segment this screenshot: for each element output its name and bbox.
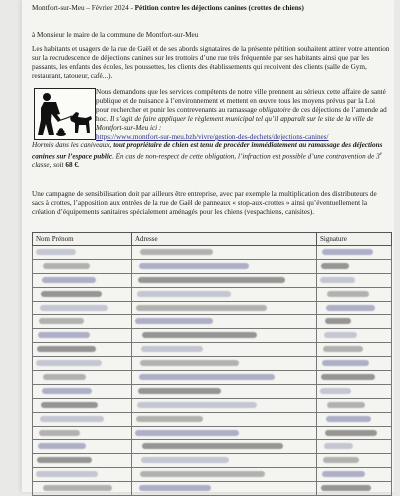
signer-signature-cell <box>317 315 392 329</box>
signer-signature-cell <box>317 371 392 385</box>
signer-address-cell <box>132 273 317 287</box>
handwriting-blur <box>136 416 203 422</box>
signer-name-cell <box>33 398 132 412</box>
signer-address-cell <box>132 371 317 385</box>
recipient-line: à Monsieur le maire de la commune de Montfort-sur-Meu <box>32 31 199 39</box>
signer-address-cell <box>132 412 317 426</box>
signature-row <box>33 412 392 426</box>
signature-row <box>33 384 392 398</box>
signer-name-cell <box>33 315 132 329</box>
handwriting-blur <box>324 332 357 338</box>
handwriting-blur <box>327 402 365 408</box>
handwriting-blur <box>320 277 355 283</box>
signer-name-cell <box>33 412 132 426</box>
signer-address-cell <box>132 454 317 468</box>
signature-row <box>33 301 392 315</box>
signer-address-cell <box>132 343 317 357</box>
handwriting-blur <box>36 360 102 366</box>
signer-signature-cell <box>317 454 392 468</box>
handwriting-blur <box>40 305 108 311</box>
intro-paragraph: Les habitants et usagers de la rue de Gaël et de ses abords signataires de la présente pétition souhaitent attirer votre attention sur la recrudescence de déjections canines sur les trottoirs d’une rue très fréquentée par ses habitants ainsi que par les passants, les enfants des écoles, les poussettes, les clients des établissements qui recoivent des clients (salle de Gym, restaurant, tatoueur, café...). <box>32 45 390 80</box>
handwriting-blur <box>42 388 92 394</box>
handwriting-blur <box>324 443 353 449</box>
signer-name-cell <box>33 287 132 301</box>
signer-address-cell <box>132 398 317 412</box>
signature-row <box>33 371 392 385</box>
signer-signature-cell <box>317 440 392 454</box>
handwriting-blur <box>323 457 359 463</box>
handwriting-blur <box>321 374 375 380</box>
petition-page <box>22 0 394 492</box>
handwriting-blur <box>140 471 265 477</box>
signature-rows <box>33 246 392 496</box>
footer-blurred-row <box>40 478 340 487</box>
signer-address-cell <box>132 329 317 343</box>
col-address: Adresse <box>132 233 317 246</box>
signer-name-cell <box>33 259 132 273</box>
signer-address-cell <box>132 287 317 301</box>
rule-text-1: Hormis dans les caniveaux, <box>32 141 114 149</box>
signer-name-cell <box>33 343 132 357</box>
campaign-paragraph: Une campagne de sensibilisation doit par ailleurs être entreprise, avec par exemple la multiplication des distributeurs de sacs à crottes, l’apposition aux entrées de la rue de Gaël de panneaux « stop-aux-crottes » ainsi qu’éventuellement la création d’équipements sanitaires spécialement aménagés pour les chiens (vespachiens, canisites). <box>32 190 377 216</box>
signer-name-cell <box>33 384 132 398</box>
signature-row <box>33 273 392 287</box>
signature-row <box>33 259 392 273</box>
rule-bold: tout propriétaire de chien est tenu de procéder immédiatement au ramassage des déjections canines sur l’espace public <box>32 141 383 161</box>
signer-address-cell <box>132 357 317 371</box>
handwriting-blur <box>320 388 351 394</box>
handwriting-blur <box>141 346 203 352</box>
handwriting-blur <box>326 416 371 422</box>
handwriting-blur <box>136 305 267 311</box>
signer-signature-cell <box>317 329 392 343</box>
col-signature: Signature <box>317 233 392 246</box>
signature-row <box>33 426 392 440</box>
handwriting-blur <box>36 249 76 255</box>
signature-row <box>33 343 392 357</box>
signer-name-cell <box>33 357 132 371</box>
signer-signature-cell <box>317 273 392 287</box>
handwriting-blur <box>142 443 283 449</box>
handwriting-blur <box>140 249 213 255</box>
signer-name-cell <box>33 329 132 343</box>
rule-text-3: classe, soit <box>32 161 66 170</box>
handwriting-blur <box>40 416 104 422</box>
handwriting-blur <box>321 263 349 269</box>
handwriting-blur <box>42 277 96 283</box>
demand-text-1: Nous demandons que les services compétents de notre ville prennent au sérieux cette affaire de santé publique et de nuisance à l’environnement et mettent en œuvre tous les moyens prévus par la Loi pour rechercher et punir les contrevenants au ramassage <box>96 88 386 114</box>
signature-row <box>33 287 392 301</box>
signer-signature-cell <box>317 343 392 357</box>
handwriting-blur <box>41 402 98 408</box>
municipal-rule-link[interactable]: https://www.montfort-sur-meu.bzh/vivre/gestion-des-dechets/dejections-canines/ <box>96 133 329 141</box>
place-date: Montfort-sur-Meu – Février 2024 - <box>32 4 135 12</box>
handwriting-blur <box>39 318 84 324</box>
signer-name-cell <box>33 273 132 287</box>
rule-text-2: . En cas de non-respect de cette obligation, l’infraction est possible d’une contravention de 3 <box>112 152 380 161</box>
handwriting-blur <box>37 346 96 352</box>
col-name: Nom Prénom <box>33 233 132 246</box>
signer-signature-cell <box>317 426 392 440</box>
demand-paragraph <box>96 88 388 142</box>
signer-address-cell <box>132 384 317 398</box>
signer-address-cell <box>132 301 317 315</box>
signer-name-cell <box>33 440 132 454</box>
handwriting-blur <box>135 430 239 436</box>
demand-italic: Il s’agit de faire appliquer le règlement municipal tel qu’il apparaît sur le site de la ville de Montfort-sur-Meu ici : <box>96 115 374 132</box>
handwriting-blur <box>137 402 257 408</box>
handwriting-blur <box>141 457 229 463</box>
rule-sup: e <box>379 152 382 157</box>
signer-signature-cell <box>317 398 392 412</box>
dog-poop-pickup-icon <box>34 88 96 140</box>
signer-name-cell <box>33 301 132 315</box>
handwriting-blur <box>138 388 221 394</box>
signer-address-cell <box>132 440 317 454</box>
handwriting-blur <box>139 374 275 380</box>
handwriting-blur <box>322 360 369 366</box>
handwriting-blur <box>43 263 90 269</box>
signer-address-cell <box>132 426 317 440</box>
signer-name-cell <box>33 454 132 468</box>
signature-row <box>33 398 392 412</box>
signature-row <box>33 329 392 343</box>
handwriting-blur <box>43 374 86 380</box>
signature-row <box>33 454 392 468</box>
signer-address-cell <box>132 259 317 273</box>
handwriting-blur <box>137 291 231 297</box>
handwriting-blur <box>325 318 351 324</box>
handwriting-blur <box>37 457 92 463</box>
fine-amount: 68 € <box>65 161 78 170</box>
demand-text-2: de ces déjections de l’amende ad hoc. <box>96 106 387 123</box>
signer-signature-cell <box>317 287 392 301</box>
demand-obligatoire: obligatoire <box>258 106 291 114</box>
handwriting-blur <box>322 249 373 255</box>
handwriting-blur <box>41 291 102 297</box>
handwriting-blur <box>322 471 365 477</box>
handwriting-blur <box>327 291 369 297</box>
handwriting-blur <box>323 346 363 352</box>
signer-signature-cell <box>317 259 392 273</box>
rule-quote <box>32 141 390 170</box>
handwriting-blur <box>139 263 249 269</box>
petition-title <box>32 4 387 13</box>
signer-address-cell <box>132 246 317 260</box>
signature-row <box>33 440 392 454</box>
signer-signature-cell <box>317 246 392 260</box>
signature-row <box>33 246 392 260</box>
signer-signature-cell <box>317 384 392 398</box>
handwriting-blur <box>135 318 213 324</box>
signer-signature-cell <box>317 357 392 371</box>
signature-row <box>33 315 392 329</box>
handwriting-blur <box>325 430 377 436</box>
handwriting-blur <box>38 443 86 449</box>
signer-address-cell <box>132 315 317 329</box>
signer-name-cell <box>33 246 132 260</box>
rule-end: . <box>77 161 80 170</box>
signer-signature-cell <box>317 301 392 315</box>
title-text: Pétition contre les déjections canines (crottes de chiens) <box>134 4 304 12</box>
handwriting-blur <box>38 332 90 338</box>
handwriting-blur <box>142 332 257 338</box>
signer-signature-cell <box>317 412 392 426</box>
handwriting-blur <box>326 305 375 311</box>
handwriting-blur <box>39 430 80 436</box>
handwriting-blur <box>36 471 98 477</box>
signer-name-cell <box>33 371 132 385</box>
signature-table <box>32 232 392 496</box>
handwriting-blur <box>140 360 239 366</box>
signer-name-cell <box>33 426 132 440</box>
signature-row <box>33 357 392 371</box>
handwriting-blur <box>138 277 285 283</box>
